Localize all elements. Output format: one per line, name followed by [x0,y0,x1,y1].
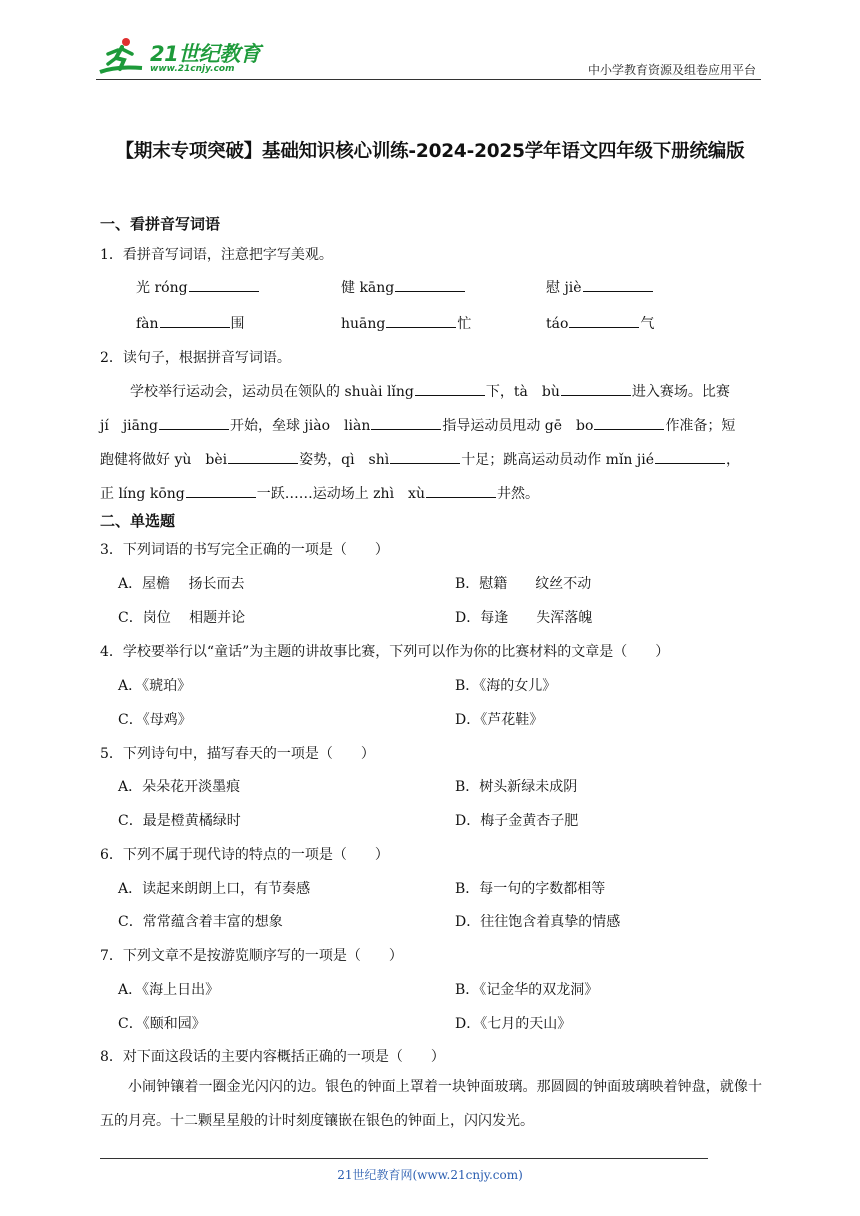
q2-line-1: 学校举行运动会，运动员在领队的 shuài lǐng 下，tà bù 进入赛场。比赛 [130,381,730,401]
question-2-stem: 2．读句子，根据拼音写词语。 [100,350,291,366]
option-b[interactable]: B．每一句的字数都相等 [455,881,606,897]
option-a[interactable]: A．《海上日出》 [118,982,220,998]
answer-blank[interactable] [159,415,229,430]
answer-blank[interactable] [371,415,441,430]
q1-item: huāng 忙 [341,313,471,333]
option-c[interactable]: C．岗位 相题并论 [118,610,246,626]
option-d[interactable]: D．每逢 失浑落魄 [455,610,593,626]
option-b[interactable]: B．《记金华的双龙洞》 [455,982,599,998]
q1-item: 光 róng [136,277,260,297]
logo-url: www.21cnjy.com [150,64,235,74]
option-c[interactable]: C．《颐和园》 [118,1016,206,1032]
answer-blank[interactable] [395,277,465,292]
runner-logo-icon [96,36,148,78]
option-d[interactable]: D．《芦花鞋》 [455,712,544,728]
option-a[interactable]: A．读起来朗朗上口，有节奏感 [118,881,311,897]
option-a[interactable]: A．屋檐 扬长而去 [118,576,245,592]
answer-blank[interactable] [569,313,639,328]
logo [96,36,261,78]
option-a[interactable]: A．朵朵花开淡墨痕 [118,779,241,795]
answer-blank[interactable] [390,449,460,464]
q2-line-3: 跑健将做好 yù bèi 姿势，qì shì 十足；跳高运动员动作 mǐn jié ， [100,449,740,469]
answer-blank[interactable] [186,483,256,498]
option-d[interactable]: D．梅子金黄杏子肥 [455,813,579,829]
answer-blank[interactable] [228,449,298,464]
question-stem: 7．下列文章不是按游览顺序写的一项是（ ） [100,948,403,964]
footer-divider [100,1158,708,1159]
question-stem: 3．下列词语的书写完全正确的一项是（ ） [100,542,389,558]
option-c[interactable]: C．常常蕴含着丰富的想象 [118,914,283,930]
answer-blank[interactable] [189,277,259,292]
answer-blank[interactable] [561,381,631,396]
platform-label: 中小学教育资源及组卷应用平台 [587,63,756,77]
option-d[interactable]: D．往往饱含着真挚的情感 [455,914,621,930]
footer-link[interactable]: 21世纪教育网(www.21cnjy.com) [337,1168,523,1182]
answer-blank[interactable] [386,313,456,328]
question-stem: 6．下列不属于现代诗的特点的一项是（ ） [100,847,389,863]
option-d[interactable]: D．《七月的天山》 [455,1016,572,1032]
answer-blank[interactable] [583,277,653,292]
option-c[interactable]: C．最是橙黄橘绿时 [118,813,241,829]
q1-item: táo 气 [546,313,654,333]
header-divider [96,79,761,80]
answer-blank[interactable] [160,313,230,328]
q1-item: 健 kāng [341,277,466,297]
answer-blank[interactable] [655,449,725,464]
section-heading-1: 一、看拼音写词语 [100,215,221,233]
q2-line-2: jí jiāng 开始，垒球 jiào liàn 指导运动员甩动 gē bo 作准备；短 [100,415,735,435]
question-stem: 4．学校要举行以“童话”为主题的讲故事比赛，下列可以作为你的比赛材料的文章是（ ） [100,644,670,660]
answer-blank[interactable] [426,483,496,498]
option-b[interactable]: B．慰籍 纹丝不动 [455,576,592,592]
q1-item: 慰 jiè [546,277,654,297]
question-stem: 5．下列诗句中，描写春天的一项是（ ） [100,746,375,762]
page-title: 【期末专项突破】基础知识核心训练-2024-2025学年语文四年级下册统编版 [115,141,745,162]
logo-text: 21世纪教育 [150,42,261,66]
option-c[interactable]: C．《母鸡》 [118,712,192,728]
answer-blank[interactable] [594,415,664,430]
option-b[interactable]: B．树头新绿未成阴 [455,779,578,795]
answer-blank[interactable] [415,381,485,396]
q2-line-4: 正 líng kōng 一跃……运动场上 zhì xù 井然。 [100,483,539,503]
question-stem: 8．对下面这段话的主要内容概括正确的一项是（ ） [100,1049,445,1065]
question-1-stem: 1．看拼音写词语，注意把字写美观。 [100,247,333,263]
q1-item: fàn 围 [136,313,245,333]
option-a[interactable]: A．《琥珀》 [118,678,192,694]
reading-passage: 小闹钟镶着一圈金光闪闪的边。银色的钟面上罩着一块钟面玻璃。那圆圆的钟面玻璃映着钟盘，就像十五的月亮。十二颗星星般的计时刻度镶嵌在银色的钟面上，闪闪发光。 [100,1079,762,1129]
option-b[interactable]: B．《海的女儿》 [455,678,557,694]
section-heading-2: 二、单选题 [100,512,176,530]
